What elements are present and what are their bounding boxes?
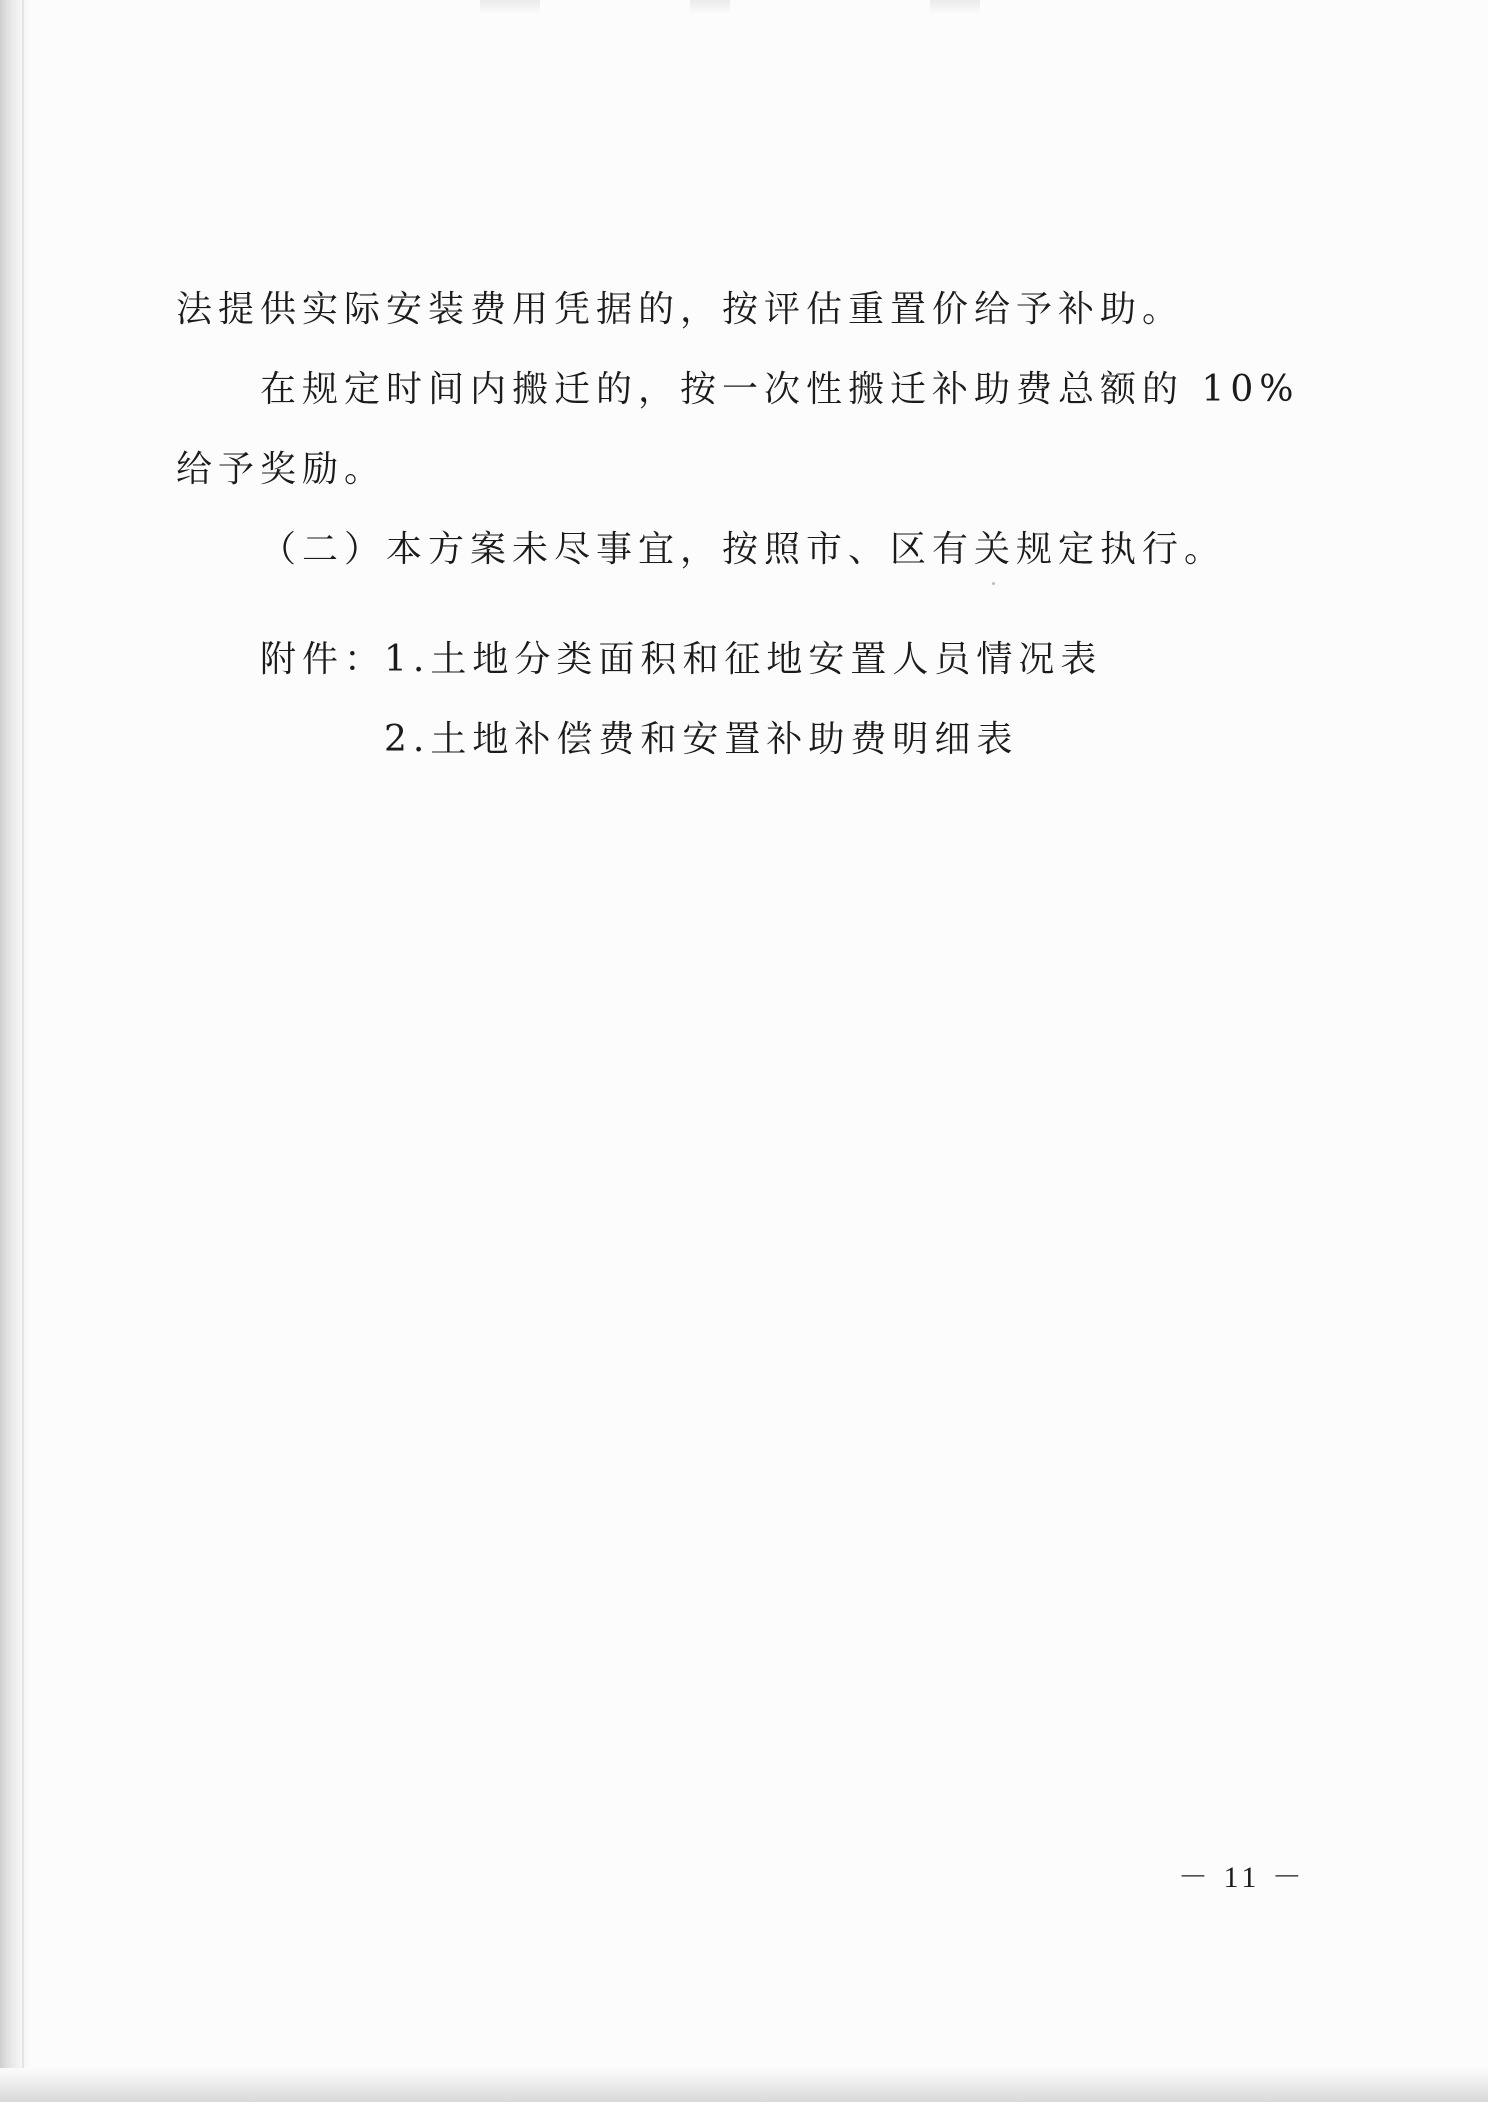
attachment-title: 2.土地补偿费和安置补助费明细表 [384,719,1019,760]
scan-top-mark [930,0,980,14]
attachment-item [260,700,1102,780]
scan-bottom-edge [0,2068,1488,2102]
paragraph-continuation: 法提供实际安装费用凭据的，按评估重置价给予补助。 [176,289,1185,330]
attachments-label-spacer [260,700,384,780]
paragraph-relocation-reward: 在规定时间内搬迁的，按一次性搬迁补助费总额的 10%给予奖励。 [176,369,1300,490]
attachment-title: 1.土地分类面积和征地安置人员情况表 [384,639,1103,680]
body-text [176,270,1316,590]
scan-top-mark [480,0,540,14]
attachments-label: 附件： [260,639,387,680]
scan-binding-edge [0,0,30,2102]
attachments-list [260,620,1102,780]
paragraph-section-two: （二）本方案未尽事宜，按照市、区有关规定执行。 [260,529,1227,570]
attachment-item [260,620,1102,700]
page-number: － 11 － [1178,1861,1306,1894]
scan-binding-line [22,0,24,2102]
scan-top-mark [690,0,730,14]
